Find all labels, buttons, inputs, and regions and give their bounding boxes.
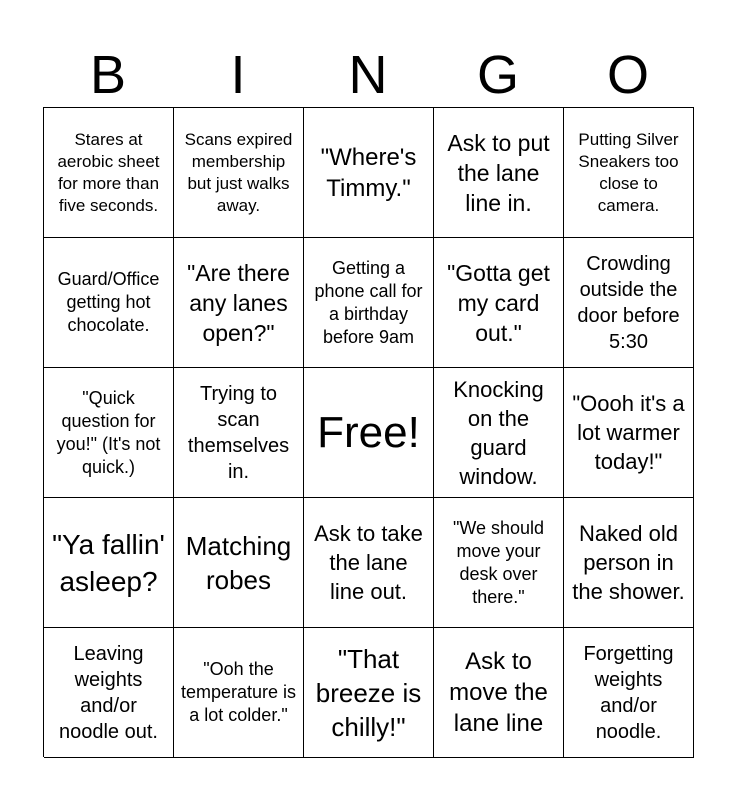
cell-text: "Quick question for you!" (It's not quick.) — [56, 387, 161, 477]
cell-text: "We should move your desk over there." — [452, 517, 545, 607]
cell-text: Matching robes — [185, 530, 292, 595]
cell-text: Guard/Office getting hot chocolate. — [57, 269, 160, 335]
bingo-cell[interactable] — [304, 108, 434, 238]
bingo-cell[interactable] — [434, 108, 564, 238]
free-text: Free! — [317, 407, 420, 457]
bingo-cell[interactable] — [44, 368, 174, 498]
cell-text: Naked old person in the shower. — [572, 521, 685, 604]
bingo-cell[interactable] — [44, 108, 174, 238]
cell-text: Forgetting weights and/or noodle. — [583, 642, 674, 743]
cell-text: Leaving weights and/or noodle out. — [59, 642, 158, 743]
cell-text: "Gotta get my card out." — [447, 259, 550, 346]
bingo-grid — [43, 107, 694, 757]
bingo-cell[interactable] — [304, 628, 434, 758]
cell-text: "Ya fallin' asleep? — [52, 528, 165, 597]
cell-text: Putting Silver Sneakers too close to camera. — [578, 129, 679, 215]
bingo-cell[interactable] — [44, 628, 174, 758]
cell-text: Crowding outside the door before 5:30 — [577, 252, 680, 353]
cell-text: Ask to take the lane line out. — [314, 521, 423, 604]
header-letter-n: N — [348, 45, 388, 105]
bingo-cell[interactable] — [434, 368, 564, 498]
bingo-cell[interactable] — [564, 368, 694, 498]
cell-text: "Ooh the temperature is a lot colder." — [180, 659, 297, 725]
cell-text: "Where's Timmy." — [320, 143, 417, 202]
cell-text: Stares at aerobic sheet for more than five seconds. — [57, 129, 160, 215]
header-letter-b: B — [89, 45, 127, 105]
bingo-cell[interactable] — [434, 238, 564, 368]
header-letter-g: G — [476, 45, 519, 105]
bingo-cell[interactable] — [434, 498, 564, 628]
bingo-cell[interactable] — [174, 238, 304, 368]
cell-text: "Oooh it's a lot warmer today!" — [572, 391, 685, 474]
bingo-cell[interactable] — [434, 628, 564, 758]
cell-text: "That breeze is chilly!" — [315, 643, 422, 742]
cell-text: Trying to scan themselves in. — [187, 382, 290, 483]
cell-text: Scans expired membership but just walks away. — [184, 129, 293, 215]
bingo-cell[interactable] — [304, 238, 434, 368]
bingo-cell[interactable] — [44, 238, 174, 368]
cell-text: "Are there any lanes open?" — [187, 259, 290, 346]
bingo-cell[interactable] — [174, 628, 304, 758]
header-letter-o: O — [606, 45, 649, 105]
bingo-cell[interactable] — [174, 368, 304, 498]
bingo-header — [43, 44, 693, 106]
bingo-cell[interactable] — [564, 628, 694, 758]
bingo-cell[interactable] — [174, 108, 304, 238]
cell-text: Knocking on the guard window. — [453, 376, 544, 489]
bingo-cell[interactable] — [174, 498, 304, 628]
cell-text: Getting a phone call for a birthday before 9am — [314, 257, 423, 347]
bingo-cell[interactable] — [564, 498, 694, 628]
header-letter-i: I — [230, 45, 246, 105]
bingo-cell[interactable] — [564, 238, 694, 368]
free-space[interactable] — [304, 368, 434, 498]
cell-text: Ask to put the lane line in. — [447, 129, 550, 216]
bingo-cell[interactable] — [44, 498, 174, 628]
cell-text: Ask to move the lane line — [449, 648, 548, 737]
bingo-cell[interactable] — [564, 108, 694, 238]
bingo-cell[interactable] — [304, 498, 434, 628]
